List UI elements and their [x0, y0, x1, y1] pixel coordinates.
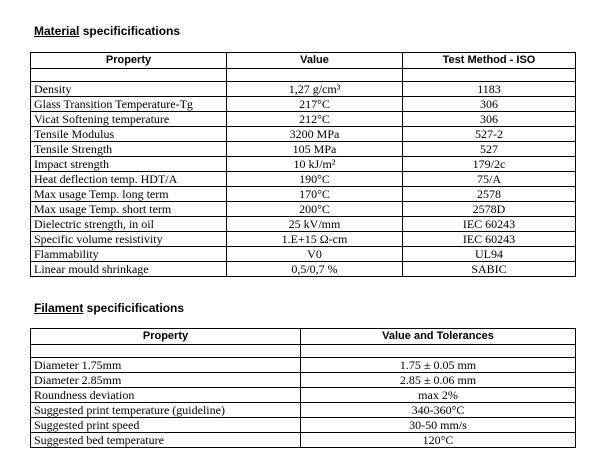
filament-header-property: Property — [31, 329, 301, 345]
filament-row — [31, 388, 576, 403]
material-cell: Tensile Modulus — [31, 127, 227, 142]
material-row — [31, 247, 576, 262]
filament-cell: 120°C — [301, 433, 576, 448]
filament-cell: 1.75 ± 0.05 mm — [301, 358, 576, 373]
material-header-value: Value — [227, 53, 403, 69]
material-heading-rest: specificifications — [79, 24, 181, 38]
material-header-row — [31, 53, 576, 69]
material-cell: V0 — [227, 247, 403, 262]
material-cell: IEC 60243 — [403, 217, 576, 232]
filament-cell: Diameter 2.85mm — [31, 373, 301, 388]
material-cell: IEC 60243 — [403, 232, 576, 247]
material-cell: 25 kV/mm — [227, 217, 403, 232]
filament-row — [31, 358, 576, 373]
material-header-property: Property — [31, 53, 227, 69]
filament-cell: 340-360°C — [301, 403, 576, 418]
material-cell: 306 — [403, 112, 576, 127]
filament-row — [31, 403, 576, 418]
filament-row — [31, 373, 576, 388]
material-cell: 105 MPa — [227, 142, 403, 157]
material-cell: 75/A — [403, 172, 576, 187]
material-row — [31, 97, 576, 112]
filament-cell: Diameter 1.75mm — [31, 358, 301, 373]
material-row — [31, 112, 576, 127]
filament-cell: Suggested print speed — [31, 418, 301, 433]
material-cell: 2578 — [403, 187, 576, 202]
material-cell: 179/2c — [403, 157, 576, 172]
material-header-test-method: Test Method - ISO — [403, 53, 576, 69]
material-table-body — [31, 69, 576, 277]
material-cell: UL94 — [403, 247, 576, 262]
material-cell: 10 kJ/m² — [227, 157, 403, 172]
material-cell: 306 — [403, 97, 576, 112]
material-cell: 3200 MPa — [227, 127, 403, 142]
material-row — [31, 157, 576, 172]
filament-row — [31, 433, 576, 448]
filament-cell: 30-50 mm/s — [301, 418, 576, 433]
material-heading — [34, 24, 180, 38]
material-cell: Density — [31, 82, 227, 97]
spacer-cell — [31, 69, 227, 82]
material-heading-underlined: Material — [34, 24, 80, 38]
material-row — [31, 187, 576, 202]
material-cell: 1183 — [403, 82, 576, 97]
filament-header-row — [31, 329, 576, 345]
material-cell: Tensile Strength — [31, 142, 227, 157]
filament-cell: Roundness deviation — [31, 388, 301, 403]
material-cell: 2578D — [403, 202, 576, 217]
material-cell: Heat deflection temp. HDT/A — [31, 172, 227, 187]
spacer-cell — [31, 345, 301, 358]
filament-row — [31, 418, 576, 433]
spacer-cell — [403, 69, 576, 82]
spacer-cell — [227, 69, 403, 82]
filament-heading-underlined: Filament — [34, 301, 84, 315]
material-cell: 0,5/0,7 % — [227, 262, 403, 277]
material-cell: 212°C — [227, 112, 403, 127]
material-row — [31, 172, 576, 187]
spacer-cell — [301, 345, 576, 358]
filament-cell: Suggested print temperature (guideline) — [31, 403, 301, 418]
filament-heading-rest: specificifications — [83, 301, 185, 315]
material-row — [31, 262, 576, 277]
filament-cell: 2.85 ± 0.06 mm — [301, 373, 576, 388]
material-cell: Max usage Temp. long term — [31, 187, 227, 202]
material-cell: Max usage Temp. short term — [31, 202, 227, 217]
material-spacer-row — [31, 69, 576, 82]
material-row — [31, 127, 576, 142]
material-cell: SABIC — [403, 262, 576, 277]
material-cell: Vicat Softening temperature — [31, 112, 227, 127]
filament-heading — [34, 301, 184, 315]
material-row — [31, 202, 576, 217]
filament-header-value: Value and Tolerances — [301, 329, 576, 345]
material-cell: 190°C — [227, 172, 403, 187]
material-cell: 527 — [403, 142, 576, 157]
material-cell: Glass Transition Temperature-Tg — [31, 97, 227, 112]
material-cell: Flammability — [31, 247, 227, 262]
material-cell: Impact strength — [31, 157, 227, 172]
material-cell: 1,27 g/cm³ — [227, 82, 403, 97]
filament-cell: max 2% — [301, 388, 576, 403]
filament-cell: Suggested bed temperature — [31, 433, 301, 448]
filament-table-body — [31, 345, 576, 448]
material-cell: 217°C — [227, 97, 403, 112]
material-cell: 527-2 — [403, 127, 576, 142]
material-cell: 1.E+15 Ω-cm — [227, 232, 403, 247]
material-row — [31, 82, 576, 97]
material-cell: Dielectric strength, in oil — [31, 217, 227, 232]
filament-spacer-row — [31, 345, 576, 358]
material-row — [31, 232, 576, 247]
material-row — [31, 142, 576, 157]
filament-table — [30, 328, 576, 448]
material-cell: Linear mould shrinkage — [31, 262, 227, 277]
material-row — [31, 217, 576, 232]
material-cell: 200°C — [227, 202, 403, 217]
material-cell: Specific volume resistivity — [31, 232, 227, 247]
material-cell: 170°C — [227, 187, 403, 202]
material-table — [30, 52, 576, 277]
